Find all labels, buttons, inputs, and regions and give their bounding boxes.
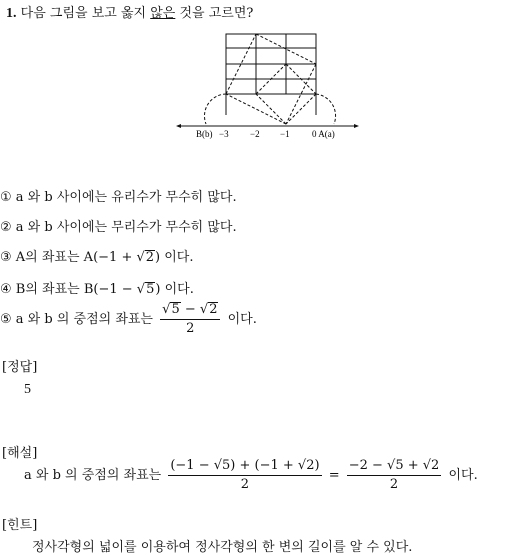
frac-radicand-a: 5	[171, 302, 180, 317]
hint-label: [힌트]	[2, 518, 38, 533]
question-number: 1.	[6, 6, 17, 21]
label-a: 0 A(a)	[312, 129, 335, 139]
choice-marker: ⑤	[0, 312, 12, 327]
question-text-underlined: 않은	[150, 6, 176, 21]
question-text-post: 것을 고르면?	[175, 6, 254, 21]
choice-text-pre: B의 좌표는 B(−1 −	[15, 282, 137, 297]
choice-text-pre: a 와 b 의 중점의 좌표는	[15, 312, 153, 327]
fraction-2-numerator: −2 − √5 + √2	[347, 458, 442, 476]
explanation-label: [해설]	[2, 446, 38, 461]
midpoint-fraction: $\frac{√5 - √2}{2}$	[160, 302, 220, 337]
tick-minus-2: −2	[250, 129, 260, 139]
question-text-pre: 다음 그림을 보고 옳지	[20, 6, 151, 21]
answer-value: 5	[24, 382, 31, 397]
choice-text: a 와 b 사이에는 무리수가 무수히 많다.	[15, 220, 237, 235]
choice-text-post: ) 이다.	[155, 250, 194, 265]
tick-minus-3: −3	[219, 129, 229, 139]
choice-radicand: 2	[145, 250, 155, 265]
frac-denominator: 2	[186, 321, 195, 336]
equals-sign: =	[328, 468, 340, 483]
choice-1[interactable]	[0, 186, 237, 205]
choice-marker: ①	[0, 190, 12, 205]
choice-text-pre: A의 좌표는 A(−1 +	[15, 250, 137, 265]
choice-text-post: 이다.	[227, 312, 257, 327]
fraction-1-denominator: 2	[240, 477, 250, 492]
choice-marker: ③	[0, 250, 12, 265]
choice-marker: ④	[0, 282, 12, 297]
fraction-2-denominator: 2	[389, 477, 399, 492]
explanation-pre: a 와 b 의 중점의 좌표는	[24, 468, 162, 483]
choice-3[interactable]: ③ A의 좌표는 A(−1 + √2) 이다.	[0, 250, 194, 265]
choice-text-post: ) 이다.	[155, 282, 194, 297]
tick-minus-1: −1	[280, 129, 290, 139]
choice-4[interactable]: ④ B의 좌표는 B(−1 − √5) 이다.	[0, 282, 194, 297]
explanation-line	[24, 458, 478, 493]
explanation-post: 이다.	[448, 468, 478, 483]
explanation-fraction-2	[347, 458, 442, 493]
answer-label: [정답]	[2, 360, 38, 375]
fraction-1-numerator: (−1 − √5) + (−1 + √2)	[168, 458, 321, 476]
choice-5[interactable]	[0, 302, 257, 337]
choice-radicand: 5	[146, 282, 155, 297]
label-b: B(b)	[196, 129, 213, 139]
frac-radicand-b: 2	[209, 302, 218, 317]
hint-text: 정사각형의 넓이를 이용하여 정사각형의 한 변의 길이를 알 수 있다.	[32, 540, 413, 555]
choice-marker: ②	[0, 220, 12, 235]
choice-text: a 와 b 사이에는 유리수가 무수히 많다.	[15, 190, 237, 205]
explanation-fraction-1	[168, 458, 321, 493]
choice-2[interactable]	[0, 216, 237, 235]
number-line-figure	[0, 0, 522, 150]
